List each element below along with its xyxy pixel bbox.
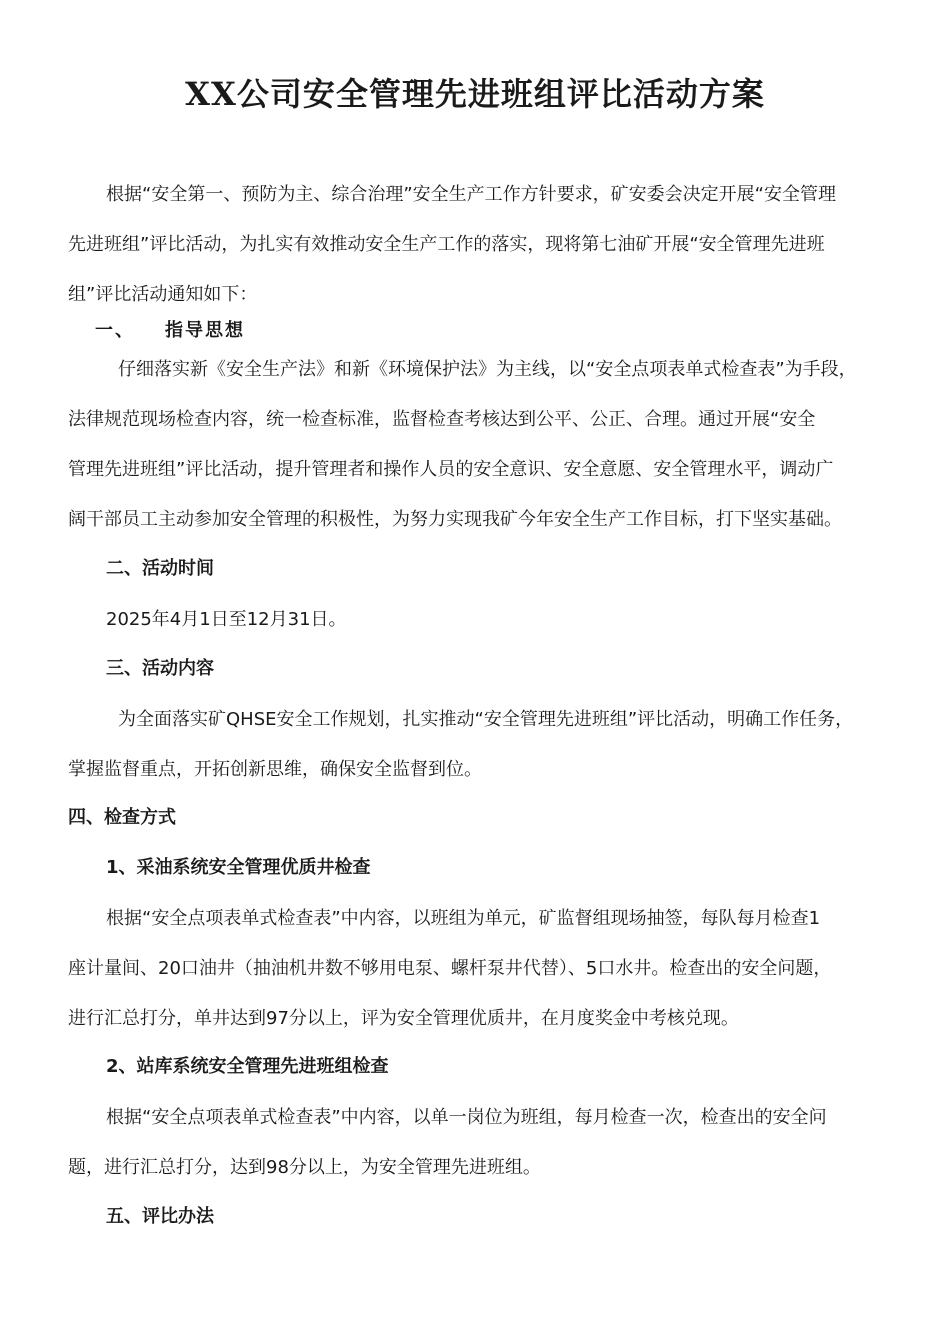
content-paragraph [68, 695, 888, 795]
time-paragraph [68, 595, 888, 645]
guiding-line: 管理先进班组”评比活动，提升管理者和操作人员的安全意识、安全意愿、安全管理水平，调动广 [68, 459, 834, 480]
guiding-line: 法律规范现场检查内容，统一检查标准，监督检查考核达到公平、公正、合理。通过开展“安全 [68, 409, 816, 430]
content-line: 为全面落实矿QHSE安全工作规划，扎实推动“安全管理先进班组”评比活动，明确工作任务， [118, 709, 854, 730]
guiding-line: 仔细落实新《安全生产法》和新《环境保护法》为主线，以“安全点项表单式检查表”为手段， [118, 359, 857, 380]
intro-line: 先进班组”评比活动，为扎实有效推动安全生产工作的落实，现将第七油矿开展“安全管理先进班 [68, 234, 825, 255]
oil-line: 根据“安全点项表单式检查表”中内容，以班组为单元，矿监督组现场抽签，每队每月检查1 [106, 908, 821, 929]
section-title: 指导思想 [165, 320, 245, 341]
intro-line: 根据“安全第一、预防为主、综合治理”安全生产工作方针要求，矿安委会决定开展“安全管理 [106, 184, 836, 205]
guiding-line: 阔干部员工主动参加安全管理的积极性，为努力实现我矿今年安全生产工作目标，打下坚实基础。 [68, 509, 842, 530]
section-heading-evaluation: 五、评比办法 [106, 1206, 214, 1227]
guiding-paragraph [68, 345, 888, 545]
oil-line: 座计量间、20口油井（抽油机井数不够用电泵、螺杆泵井代替）、5口水井。检查出的安全问题， [68, 958, 832, 979]
station-line: 根据“安全点项表单式检查表”中内容，以单一岗位为班组，每月检查一次，检查出的安全问 [106, 1107, 827, 1128]
content-line: 掌握监督重点，开拓创新思维，确保安全监督到位。 [68, 759, 482, 780]
section-heading-guiding [95, 316, 245, 346]
section-number: 一、 [95, 320, 135, 341]
intro-line: 组”评比活动通知如下： [68, 284, 258, 305]
station-paragraph [68, 1093, 888, 1193]
section-heading-content: 三、活动内容 [106, 658, 214, 679]
oil-paragraph [68, 894, 888, 1044]
section-heading-inspection: 四、检查方式 [68, 807, 176, 828]
intro-paragraph [68, 170, 888, 320]
subsection-heading-station: 2、站库系统安全管理先进班组检查 [106, 1056, 389, 1077]
subsection-heading-oil: 1、采油系统安全管理优质井检查 [106, 857, 371, 878]
station-line: 题，进行汇总打分，达到98分以上，为安全管理先进班组。 [68, 1157, 541, 1178]
document-title: XX公司安全管理先进班组评比活动方案 [185, 75, 765, 113]
time-line: 2025年4月1日至12月31日。 [106, 609, 347, 630]
section-heading-time: 二、活动时间 [106, 558, 214, 579]
oil-line: 进行汇总打分，单井达到97分以上，评为安全管理优质井，在月度奖金中考核兑现。 [68, 1008, 739, 1029]
